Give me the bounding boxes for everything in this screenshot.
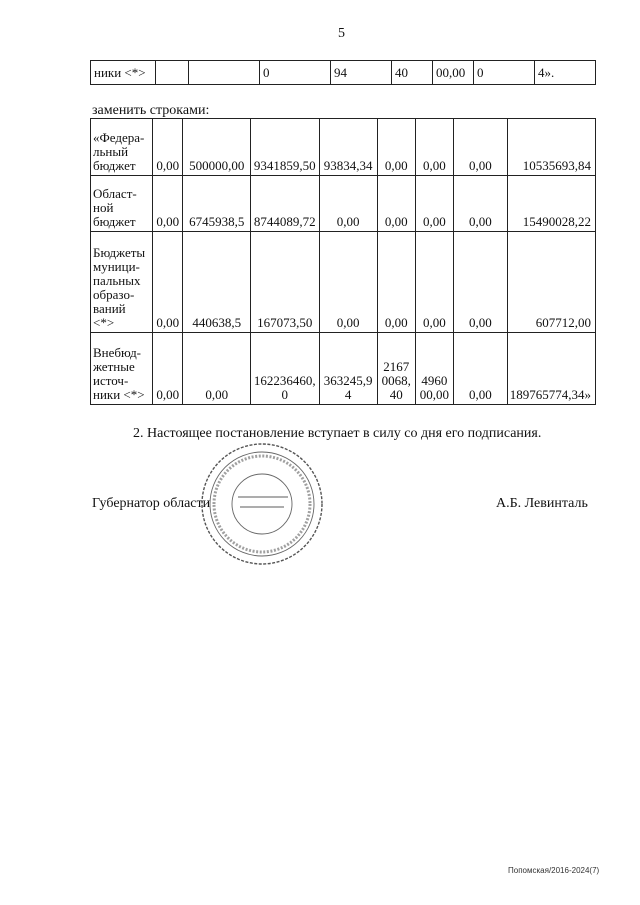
effective-date-clause: 2. Настоящее постановление вступает в силу со дня его подписания. bbox=[133, 426, 542, 441]
table-cell: 0,00 bbox=[319, 176, 377, 232]
table-cell: ники <*> bbox=[91, 61, 156, 85]
table-cell: 0,00 bbox=[153, 176, 183, 232]
table-cell bbox=[156, 61, 189, 85]
stamp-seal-icon bbox=[198, 440, 326, 568]
table-cell: 4». bbox=[535, 61, 596, 85]
table-cell: 0,00 bbox=[454, 333, 508, 405]
table-cell: 10535693,84 bbox=[507, 119, 595, 176]
table-cell: 94 bbox=[331, 61, 392, 85]
table-cell: 00,00 bbox=[433, 61, 474, 85]
row-label: Бюджеты муници- пальных образо- ваний <*> bbox=[91, 232, 153, 333]
table-cell: 0,00 bbox=[454, 232, 508, 333]
table-cell: 0 bbox=[260, 61, 331, 85]
table-cell: 0,00 bbox=[153, 333, 183, 405]
replace-label: заменить строками: bbox=[92, 103, 210, 118]
table-row bbox=[91, 333, 596, 405]
table-cell: 4960 00,00 bbox=[415, 333, 453, 405]
signer-title: Губернатор области bbox=[92, 496, 211, 511]
table-cell: 0,00 bbox=[415, 119, 453, 176]
funding-table bbox=[90, 118, 596, 405]
table-cell: 162236460, 0 bbox=[250, 333, 319, 405]
table-cell: 0 bbox=[474, 61, 535, 85]
row-label: «Федера- льный бюджет bbox=[91, 119, 153, 176]
table-cell bbox=[189, 61, 260, 85]
table-cell: 0,00 bbox=[454, 176, 508, 232]
table-row bbox=[91, 61, 596, 85]
table-cell: 363245,9 4 bbox=[319, 333, 377, 405]
document-footer-code: Попомская/2016-2024(7) bbox=[508, 866, 600, 875]
table-cell: 8744089,72 bbox=[250, 176, 319, 232]
table-row bbox=[91, 119, 596, 176]
table-row bbox=[91, 232, 596, 333]
table-cell: 607712,00 bbox=[507, 232, 595, 333]
table-cell: 0,00 bbox=[153, 119, 183, 176]
table-cell: 0,00 bbox=[153, 232, 183, 333]
table-cell: 167073,50 bbox=[250, 232, 319, 333]
table-cell: 9341859,50 bbox=[250, 119, 319, 176]
table-cell: 93834,34 bbox=[319, 119, 377, 176]
row-label: Внебюд- жетные источ- ники <*> bbox=[91, 333, 153, 405]
table-row bbox=[91, 176, 596, 232]
table-cell: 0,00 bbox=[377, 176, 415, 232]
table-cell: 0,00 bbox=[415, 232, 453, 333]
table-cell: 0,00 bbox=[183, 333, 251, 405]
table-cell: 0,00 bbox=[377, 119, 415, 176]
table-cell: 6745938,5 bbox=[183, 176, 251, 232]
table-cell: 0,00 bbox=[377, 232, 415, 333]
page-number: 5 bbox=[338, 26, 345, 41]
table-cell: 440638,5 bbox=[183, 232, 251, 333]
table-cell: 15490028,22 bbox=[507, 176, 595, 232]
signer-name: А.Б. Левинталь bbox=[496, 496, 588, 511]
official-stamp bbox=[198, 440, 326, 568]
continuation-row-table bbox=[90, 60, 596, 85]
table-cell: 0,00 bbox=[319, 232, 377, 333]
row-label: Област- ной бюджет bbox=[91, 176, 153, 232]
table-cell: 40 bbox=[392, 61, 433, 85]
table-cell: 2167 0068, 40 bbox=[377, 333, 415, 405]
table-cell: 500000,00 bbox=[183, 119, 251, 176]
table-cell: 0,00 bbox=[415, 176, 453, 232]
table-cell: 0,00 bbox=[454, 119, 508, 176]
table-cell: 189765774,34» bbox=[507, 333, 595, 405]
